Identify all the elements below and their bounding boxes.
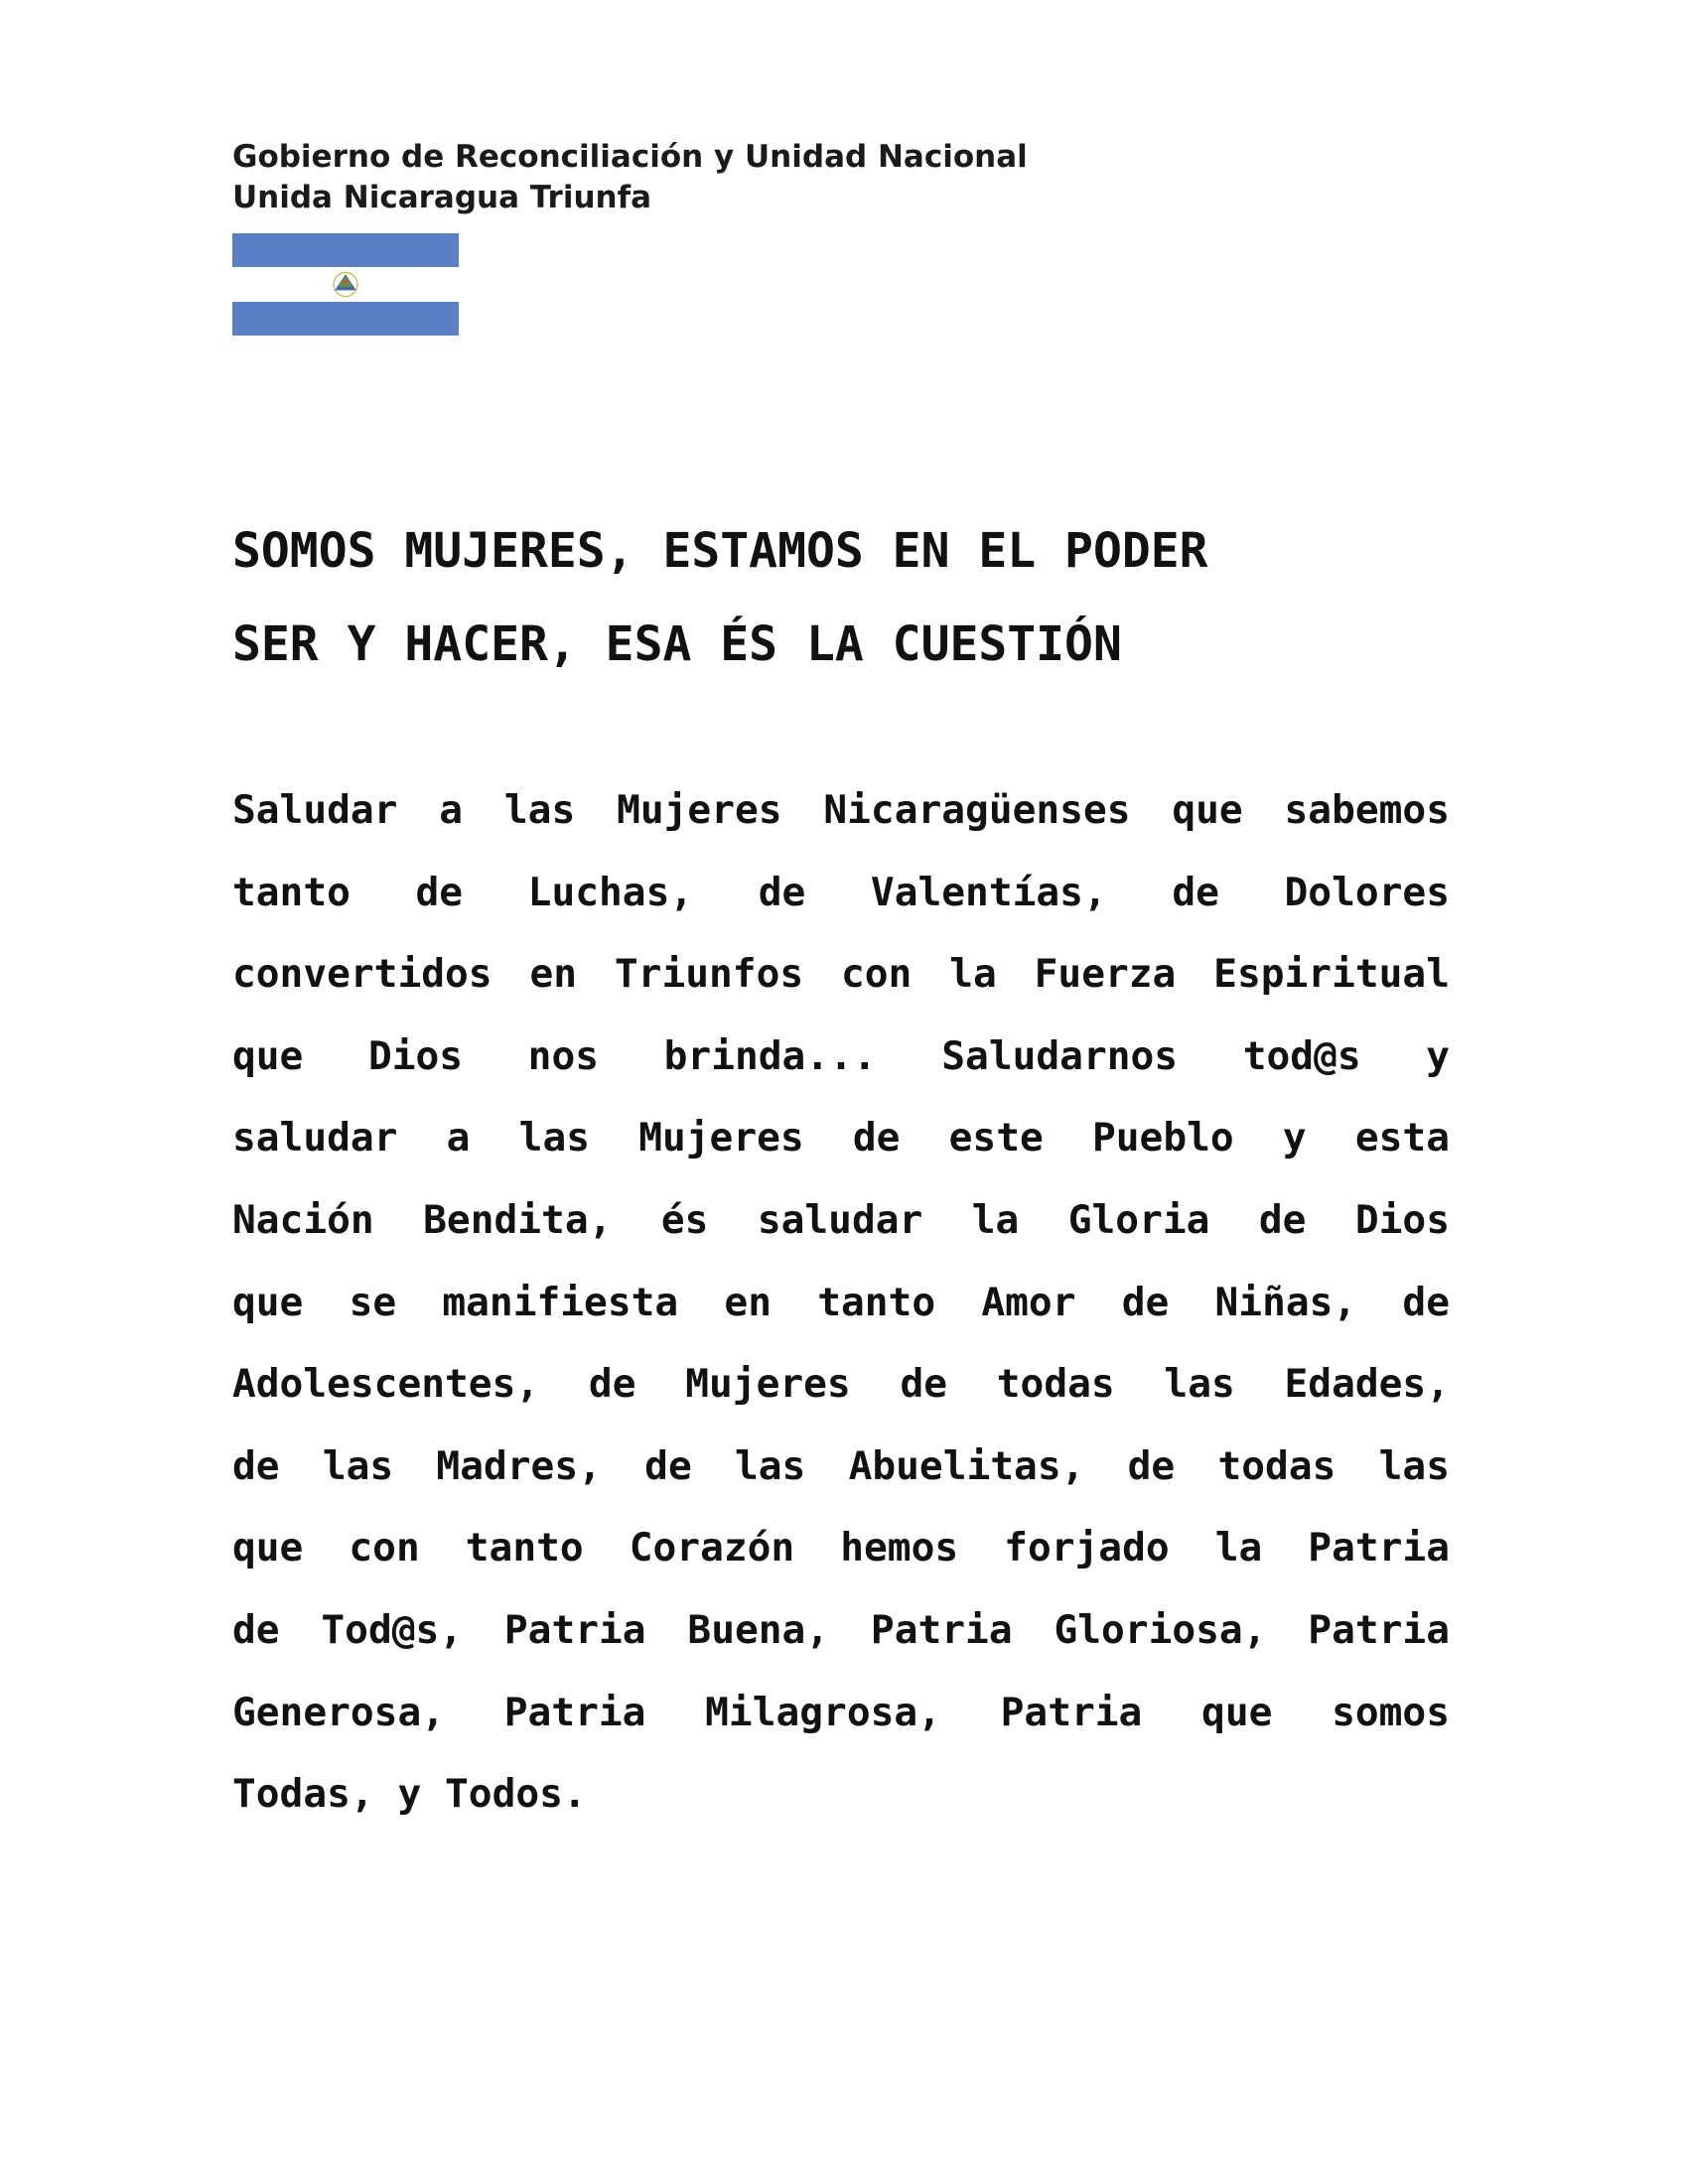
paragraph-line: Nación Bendita, és saludar la Gloria de Dios	[232, 1196, 1450, 1243]
letterhead	[232, 137, 1028, 218]
paragraph-line: que Dios nos brinda... Saludarnos tod@s y	[232, 1032, 1450, 1079]
paragraph-line: convertidos en Triunfos con la Fuerza Espiritual	[232, 951, 1450, 998]
title-primary: SOMOS MUJERES, ESTAMOS EN EL PODER	[232, 523, 1208, 579]
paragraph-line: que con tanto Corazón hemos forjado la Patria	[232, 1525, 1450, 1571]
paragraph-line: de Tod@s, Patria Buena, Patria Gloriosa, Patria	[232, 1606, 1450, 1653]
paragraph-line: Generosa, Patria Milagrosa, Patria que somos	[232, 1689, 1450, 1735]
paragraph-line: que se manifiesta en tanto Amor de Niñas, de	[232, 1279, 1450, 1325]
body-paragraph	[232, 769, 1450, 1836]
paragraph-line: Todas, y Todos.	[232, 1771, 587, 1818]
nicaragua-flag-icon	[232, 233, 459, 336]
paragraph-line: de las Madres, de las Abuelitas, de todas las	[232, 1442, 1450, 1489]
document-titles	[232, 504, 1474, 691]
government-name: Gobierno de Reconciliación y Unidad Nacional	[232, 139, 1028, 175]
government-slogan: Unida Nicaragua Triunfa	[232, 180, 652, 215]
paragraph-line: Adolescentes, de Mujeres de todas las Edades,	[232, 1361, 1450, 1408]
paragraph-line: tanto de Luchas, de Valentías, de Dolores	[232, 869, 1450, 915]
paragraph-line: saludar a las Mujeres de este Pueblo y esta	[232, 1115, 1450, 1161]
title-secondary: SER Y HACER, ESA ÉS LA CUESTIÓN	[232, 616, 1122, 672]
paragraph-line: Saludar a las Mujeres Nicaragüenses que sabemos	[232, 787, 1450, 833]
